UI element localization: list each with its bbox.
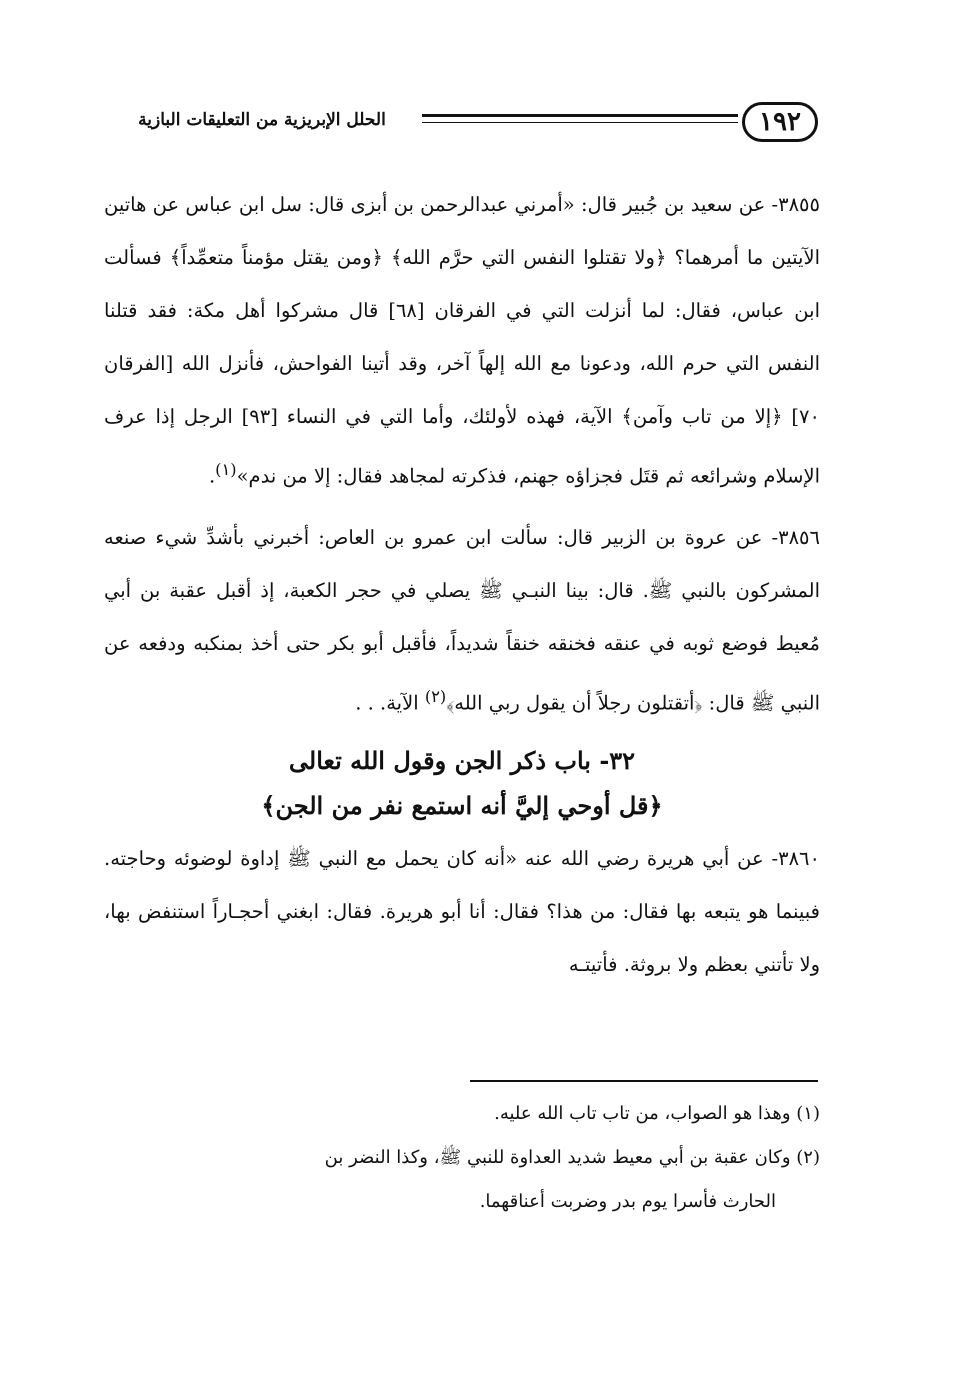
hadith-3855-text: ٣٨٥٥- عن سعيد بن جُبير قال: «أمرني عبدالرحمن بن أبزى قال: سل ابن عباس عن هاتين الآيتين ما أمرهما؟ ﴿ولا تقتلوا النفس التي حرَّم الله﴾ ﴿ومن يقتل مؤمناً متعمِّداً﴾ فسألت ابن عباس، فقال: لما أنزلت التي في الفرقان [٦٨] قال مشركوا أهل مكة: فقد قتلنا النفس التي حرم الله، ودعونا مع الله إلهاً آخر، وقد أتينا الفواحش، فأنزل الله [الفرقان ٧٠] ﴿إلا من تاب وآمن﴾ الآية، فهذه لأولئك، وأما التي في النساء [٩٣] الرجل إذا عرف الإسلام وشرائعه ثم قتَل فجزاؤه جهنم، فذكرته لمجاهد فقال: إلا من ندم» (104, 193, 820, 488)
footnote-ref-2: (٢) (424, 686, 447, 706)
footnote-separator (470, 1080, 818, 1082)
chapter-heading (104, 738, 820, 828)
hadith-3856-end: الآية. . . (355, 691, 425, 714)
chapter-title: ٣٢- باب ذكر الجن وقول الله تعالى (288, 746, 636, 775)
hadith-3855-end: . (208, 464, 216, 488)
footnotes (104, 1092, 820, 1224)
running-title: الحلل الإبريزية من التعليقات البازية (138, 110, 386, 130)
hadith-3860: ٣٨٦٠- عن أبي هريرة رضي الله عنه «أنه كان يحمل مع النبي ﷺ إداوة لوضوئه وحاجته. فبينما هو يتبعه بها فقال: من هذا؟ فقال: أنا أبو هريرة. فقال: ابغني أحجـاراً استنفض بها، ولا تأتني بعظم ولا بروثة. فأتيتـه (104, 847, 820, 976)
hadith-3856 (104, 511, 820, 730)
footnote-ref-1: (١) (215, 460, 237, 479)
main-text (104, 178, 820, 991)
header-rule (422, 114, 738, 123)
footnote-2: (٢) وكان عقبة بن أبي معيط شديد العداوة للنبي ﷺ، وكذا النضر بن (324, 1147, 820, 1168)
footnote-1: (١) وهذا هو الصواب، من تاب تاب الله عليه. (494, 1103, 820, 1124)
footnote-2-continuation: الحارث فأسرا يوم بدر وضربت أعناقهما. (479, 1191, 776, 1212)
hadith-3855 (104, 178, 820, 503)
running-header (104, 98, 818, 152)
chapter-verse: ﴿قل أوحي إليَّ أنه استمع نفر من الجن﴾ (261, 791, 663, 820)
hadith-3856-text: ٣٨٥٦- عن عروة بن الزبير قال: سألت ابن عمرو بن العاص: أخبرني بأشدِّ شيء صنعه المشركون بالنبي ﷺ. قال: بينا النبـي ﷺ يصلي في حجر الكعبة، إذ أقبل عقبة بن أبي مُعيط فوضع ثوبه في عنقه فخنقه خنقاً شديداً، فأقبل أبو بكر حتى أخذ بمنكبه ودفعه عن النبي ﷺ قال: ﴿أتقتلون رجلاً أن يقول ربي الله﴾ (104, 525, 820, 714)
page-number: ١٩٢ (742, 102, 818, 142)
